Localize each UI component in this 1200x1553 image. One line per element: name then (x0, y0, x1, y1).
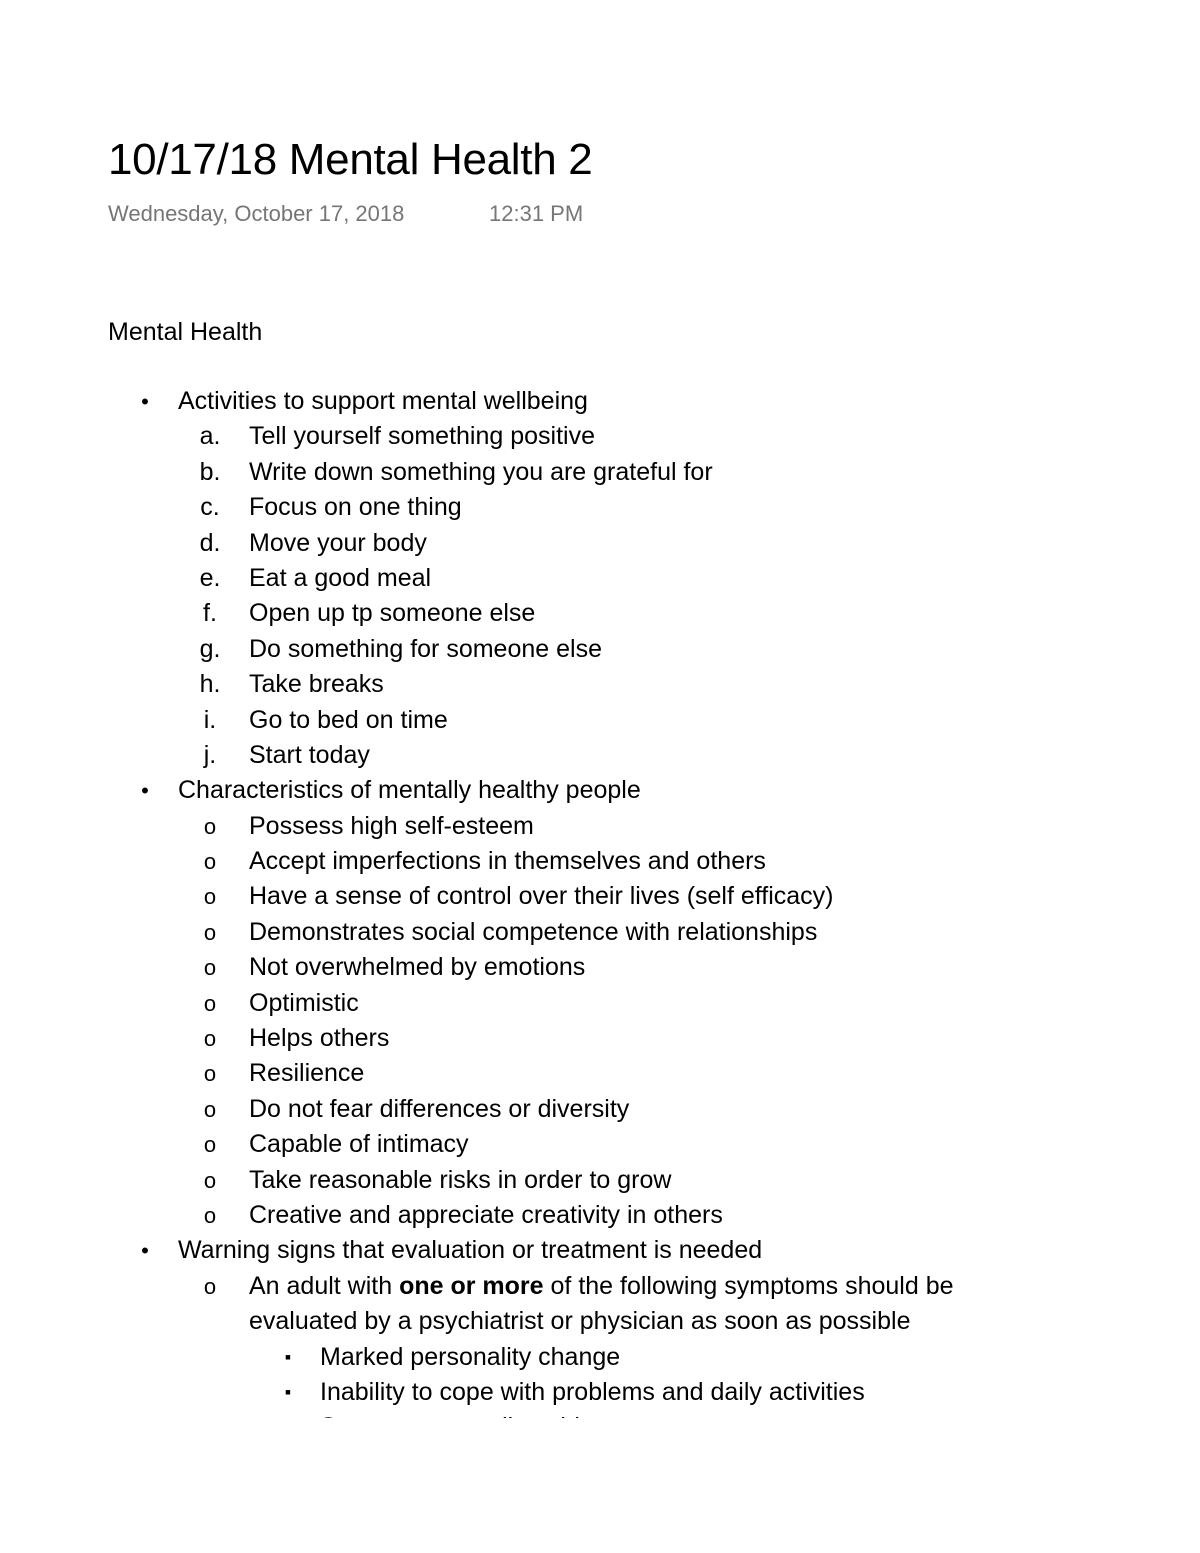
circle-bullet-icon: o (203, 1096, 217, 1122)
list-item-activities (0, 384, 1200, 419)
list-item-text: Move your body (249, 528, 427, 557)
list-item-warning-signs (0, 1233, 1200, 1268)
list-item-text: Write down something you are grateful for (249, 457, 713, 486)
list-item (0, 526, 1200, 561)
circle-bullet-icon: o (203, 1061, 217, 1087)
list-item (0, 1163, 1200, 1198)
circle-bullet-icon: o (203, 990, 217, 1016)
list-item (0, 844, 1200, 879)
list-item-text: Open up tp someone else (249, 599, 536, 628)
bullet-icon: • (141, 1238, 149, 1264)
list-item (0, 879, 1200, 914)
bullet-icon: • (141, 778, 149, 804)
list-item (0, 455, 1200, 490)
list-item (0, 490, 1200, 525)
list-item-text: Accept imperfections in themselves and others (249, 847, 766, 876)
list-item-text: Helps others (249, 1024, 390, 1053)
page-bottom-cutoff (0, 1418, 1200, 1553)
list-letter: d. (199, 528, 221, 557)
circle-bullet-icon: o (203, 1202, 217, 1228)
note-date: Wednesday, October 17, 2018 (108, 201, 405, 226)
characteristics-list (0, 809, 1200, 1234)
page-title: 10/17/18 Mental Health 2 (108, 135, 593, 184)
circle-bullet-icon: o (203, 884, 217, 910)
list-item-characteristics (0, 773, 1200, 808)
bullet-icon: • (141, 389, 149, 414)
list-item-text: Activities to support mental wellbeing (178, 387, 588, 415)
list-item-text: Focus on one thing (249, 493, 462, 522)
list-item-text (249, 1269, 1029, 1340)
list-item-text: Start today (249, 740, 370, 769)
list-letter: c. (200, 493, 220, 522)
list-item-text: Take reasonable risks in order to grow (249, 1165, 672, 1194)
list-item-text: Resilience (249, 1059, 365, 1088)
list-item-text: Eat a good meal (249, 563, 432, 592)
section-heading: Mental Health (108, 318, 263, 346)
list-letter: f. (203, 599, 217, 628)
list-item-text: Marked personality change (320, 1342, 621, 1371)
list-item (0, 1127, 1200, 1162)
circle-bullet-icon: o (203, 1132, 217, 1158)
list-item (0, 950, 1200, 985)
list-item (0, 1375, 1200, 1410)
list-item (0, 986, 1200, 1021)
list-item-text: Characteristics of mentally healthy people (178, 776, 641, 805)
list-item-text: Possess high self-esteem (249, 811, 534, 840)
list-item-text: Capable of intimacy (249, 1130, 469, 1159)
list-item (0, 738, 1200, 773)
intro-text-before: An adult with (249, 1271, 400, 1300)
list-item-text: Optimistic (249, 988, 359, 1017)
list-item (0, 1056, 1200, 1091)
list-item-text: Inability to cope with problems and daily activities (320, 1377, 865, 1406)
list-item-text: Warning signs that evaluation or treatment is needed (178, 1236, 763, 1265)
list-item-text: Do something for someone else (249, 634, 602, 663)
list-item (0, 561, 1200, 596)
square-bullet-icon: ▪ (284, 1381, 292, 1402)
circle-bullet-icon: o (203, 919, 217, 945)
list-item-text: Take breaks (249, 670, 384, 699)
list-item-text: Demonstrates social competence with relationships (249, 917, 818, 946)
intro-text-bold: one or more (399, 1271, 544, 1300)
list-item (0, 419, 1200, 454)
intro-text-after: of the following symptoms should be evaluated by a psychiatrist or physician as soon as possible (249, 1271, 954, 1336)
square-bullet-icon: ▪ (284, 1346, 292, 1367)
note-body (0, 384, 1200, 1446)
list-item-text: Have a sense of control over their lives (self efficacy) (249, 882, 834, 911)
circle-bullet-icon: o (203, 849, 217, 875)
note-time: 12:31 PM (489, 201, 584, 226)
list-item (0, 1021, 1200, 1056)
list-item (0, 1198, 1200, 1233)
list-letter: b. (199, 457, 221, 486)
list-item (0, 915, 1200, 950)
list-item (0, 1340, 1200, 1375)
list-item-text: Tell yourself something positive (249, 422, 595, 451)
list-item-text: Not overwhelmed by emotions (249, 953, 586, 982)
list-item (0, 703, 1200, 738)
circle-bullet-icon: o (203, 1167, 217, 1193)
list-item-text: Go to bed on time (249, 705, 448, 734)
list-item-text: Creative and appreciate creativity in others (249, 1200, 723, 1229)
list-letter: i. (203, 705, 217, 734)
list-letter: h. (199, 670, 221, 699)
list-letter: e. (199, 563, 221, 592)
circle-bullet-icon: o (203, 1026, 217, 1052)
circle-bullet-icon: o (203, 1273, 217, 1299)
list-letter: g. (199, 634, 221, 663)
list-letter: j. (203, 740, 217, 769)
list-item-warning-intro (0, 1269, 1200, 1340)
list-letter: a. (199, 422, 221, 451)
list-item (0, 596, 1200, 631)
list-item (0, 667, 1200, 702)
list-item (0, 809, 1200, 844)
circle-bullet-icon: o (203, 955, 217, 981)
list-item (0, 1092, 1200, 1127)
activities-list (0, 419, 1200, 773)
list-item-text: Do not fear differences or diversity (249, 1094, 630, 1123)
circle-bullet-icon: o (203, 813, 217, 839)
list-item (0, 632, 1200, 667)
